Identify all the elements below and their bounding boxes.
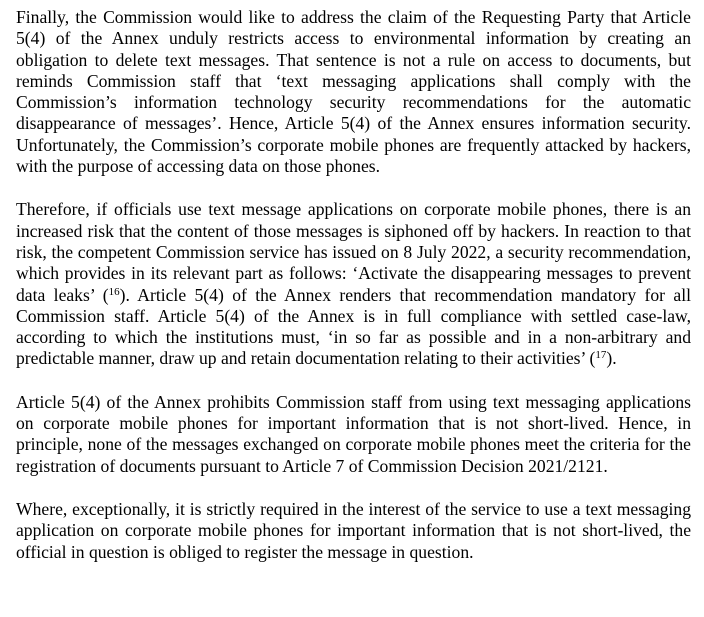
document-page xyxy=(16,7,691,563)
paragraph-text-segment: ). xyxy=(606,348,617,369)
paragraph-text-messaging-prohibition: Article 5(4) of the Annex prohibits Commission staff from using text messaging applications on corporate mobile phones for important information that is not short-lived. Hence, in principle, none of the messages exchanged on corporate mobile phones meet the criteria for the registration of documents pursuant to Article 7 of Commission Decision 2021/2121. xyxy=(16,391,691,476)
paragraph-security-recommendation xyxy=(16,199,691,369)
paragraph-text-segment: Therefore, if officials use text message applications on corporate mobile phones, there is an increased risk that the content of those messages is siphoned off by hackers. In reaction to that risk, the competent Commission service has issued on 8 July 2022, a security recommendation, which provides in its relevant part as follows: ‘Activate the disappearing messages to prevent data leaks’ ( xyxy=(16,199,691,305)
paragraph-information-security: Finally, the Commission would like to address the claim of the Requesting Party that Article 5(4) of the Annex unduly restricts access to environmental information by creating an obligation to delete text messages. That sentence is not a rule on access to documents, but reminds Commission staff that ‘text messaging applications shall comply with the Commission’s information technology security recommendations for the automatic disappearance of messages’. Hence, Article 5(4) of the Annex ensures information security. Unfortunately, the Commission’s corporate mobile phones are frequently attacked by hackers, with the purpose of accessing data on those phones. xyxy=(16,7,691,177)
footnote-reference-17[interactable]: 17 xyxy=(595,349,607,362)
footnote-reference-16[interactable]: 16 xyxy=(108,285,120,298)
paragraph-text-segment: ). Article 5(4) of the Annex renders that recommendation mandatory for all Commission staff. Article 5(4) of the Annex is in full compliance with settled case-law, according to which the institutions must, ‘in so far as possible and in a non-arbitrary and predictable manner, draw up and retain documentation relating to their activities’ ( xyxy=(16,284,691,369)
paragraph-registration-obligation: Where, exceptionally, it is strictly required in the interest of the service to use a text messaging application on corporate mobile phones for important information that is not short-lived, the official in question is obliged to register the message in question. xyxy=(16,498,691,562)
